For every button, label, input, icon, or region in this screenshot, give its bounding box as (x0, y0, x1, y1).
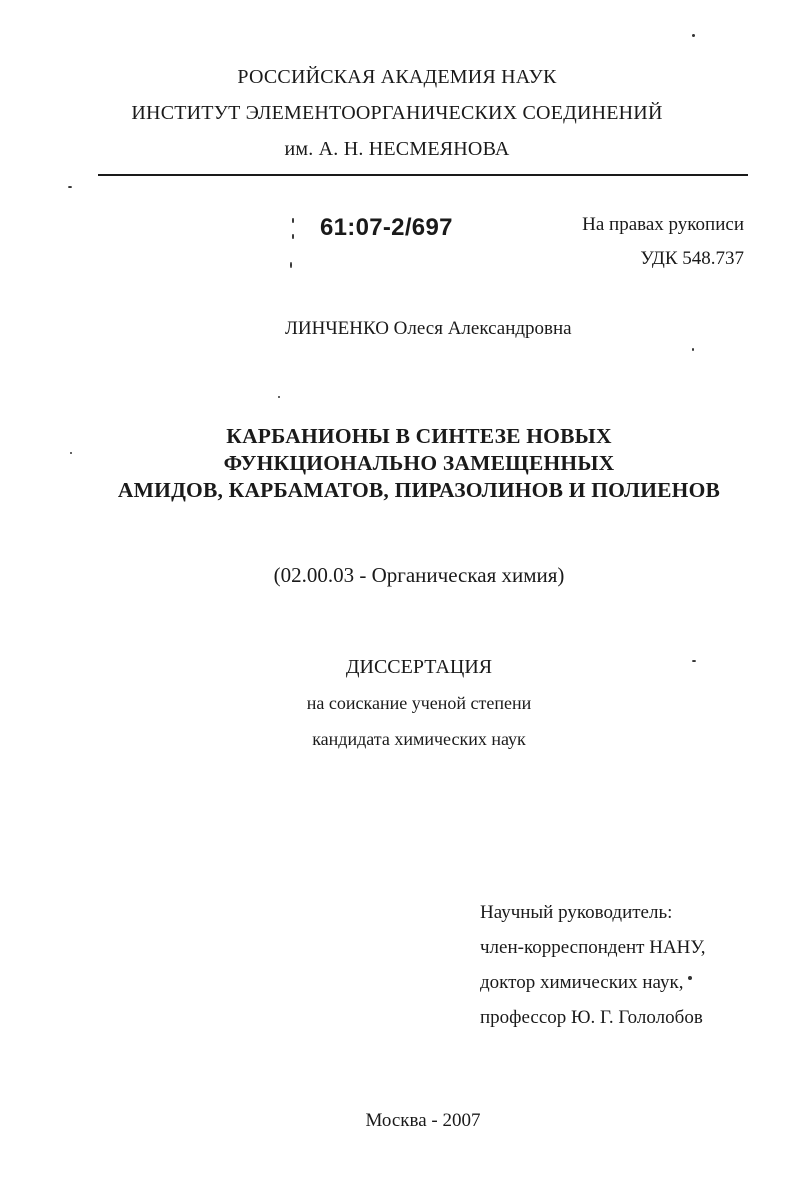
manuscript-rights-label: На правах рукописи (582, 214, 744, 235)
supervisor-name: профессор Ю. Г. Гололобов (480, 1007, 703, 1028)
org-name-eponym: им. А. Н. НЕСМЕЯНОВА (284, 138, 510, 160)
supervisor-title-1: член-корреспондент НАНУ, (480, 937, 706, 958)
scan-speck (692, 660, 696, 662)
catalog-number: 61:07-2/697 (320, 214, 453, 241)
scan-speck (692, 34, 695, 37)
scan-speck (290, 262, 292, 268)
supervisor-title-2: доктор химических наук, (480, 972, 684, 993)
scan-speck (292, 234, 294, 239)
header-divider (98, 174, 748, 176)
udc-code: УДК 548.737 (640, 248, 744, 269)
supervisor-label: Научный руководитель: (480, 902, 673, 923)
city-year: Москва - 2007 (365, 1110, 481, 1131)
scan-speck (688, 976, 692, 980)
title-line-3: АМИДОВ, КАРБАМАТОВ, ПИРАЗОЛИНОВ И ПОЛИЕНОВ (117, 478, 721, 502)
author-name: ЛИНЧЕНКО Олеся Александровна (285, 318, 572, 339)
title-line-2: ФУНКЦИОНАЛЬНО ЗАМЕЩЕННЫХ (223, 451, 615, 475)
scan-speck (70, 452, 72, 454)
org-name-academy: РОССИЙСКАЯ АКАДЕМИЯ НАУК (237, 66, 557, 88)
specialty-code: (02.00.03 - Органическая химия) (273, 563, 565, 587)
scan-speck (68, 186, 72, 188)
scan-speck (692, 348, 694, 351)
degree-line-1: на соискание ученой степени (306, 693, 532, 713)
title-line-1: КАРБАНИОНЫ В СИНТЕЗЕ НОВЫХ (226, 424, 612, 448)
org-name-institute: ИНСТИТУТ ЭЛЕМЕНТООРГАНИЧЕСКИХ СОЕДИНЕНИЙ (131, 102, 663, 124)
document-type-heading: ДИССЕРТАЦИЯ (345, 656, 493, 678)
degree-line-2: кандидата химических наук (312, 729, 526, 749)
scan-speck (278, 396, 280, 398)
scan-speck (292, 218, 294, 223)
